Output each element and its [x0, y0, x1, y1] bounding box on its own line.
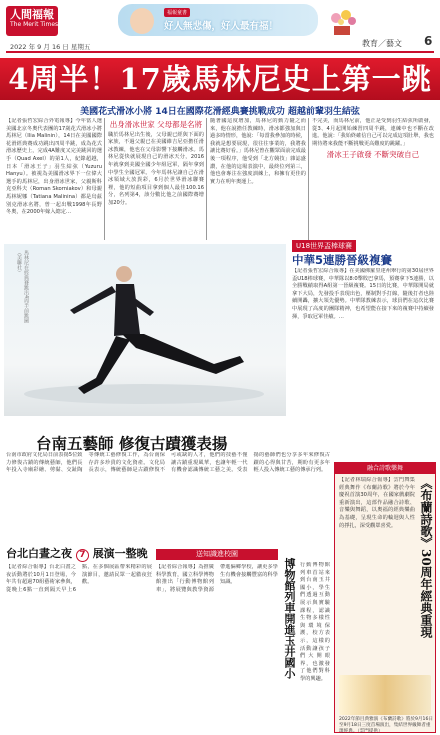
story2-body-text: 台南市政府文化局日前表揚5位致力修復古蹟的傳統藝師，他們長年投入寺廟彩繪、剪黏、交趾陶等傳統工藝修復工作，為台南保存許多珍貴的文化資產。文化局長表示，傳統藝師是古蹟修復不可或缺的人才，他們的技藝不僅讓古蹟重現風華，也讓年輕一代有機會認識傳統工藝之美。受表揚的藝師們也分享多年來修復古蹟的心得與甘苦，期盼有更多年輕人投入傳統工藝的傳承行列。	[6, 452, 330, 474]
lead-column-2-text: 職於馬林尼出生後，父母親已經與下面的家族，不過父親已在美國維吉尼亞擔任滑冰教練，他也在父母影響下接觸滑冰。馬林尼從快就展現自己的滑冰天分，2016年就拿到美國全國少年組冠軍，隔年拿到中學生全國冠軍。今年馬林尼讓自己在滑冰領域大放異彩，6月於世界滑冰聯賽裡，他的短曲項目拿到個人最佳100.16分，名列第4，該分數比他之前國際賽增加20分。	[108, 131, 204, 206]
skater-photo[interactable]	[4, 244, 286, 416]
lead-subhead: 美國花式滑冰小將 14日在國際花滑經典賽挑戰成功 超越前輩羽生結弦	[80, 107, 360, 117]
section-label: 教育／藝文	[362, 39, 402, 48]
banner-tag: 福報童書	[164, 8, 190, 17]
museum-body	[300, 562, 330, 732]
museum-headline: 博物館列車開進玉井國小	[283, 558, 296, 679]
taipei-headline	[6, 545, 148, 562]
taipei-headline-post: 展演一整晚	[92, 547, 148, 560]
lead-column-1	[6, 118, 102, 240]
u18-tag: U18世界盃棒球賽	[292, 240, 356, 252]
school-body-text: 【記者綜合報導】為推廣科學教育，國立科學博物館推出「行動博物館列車」，將展覽與教學資源帶進偏鄉學校，讓更多學生有機會接觸豐富的科學知識。	[156, 564, 278, 593]
culture-tag: 融合詩歌樂舞	[335, 463, 435, 474]
column-divider	[206, 118, 207, 240]
masthead-rule	[6, 51, 434, 53]
culture-title: 《布蘭詩歌》30周年經典重現	[419, 477, 433, 638]
taipei-body-text: 【記者綜合報導】台北白晝之夜活動將於10月1日登場，今年共有超過70組藝術家參與，從晚上6點一直到隔天早上6點，在多個展區帶來精彩的展演節目，邀請民眾一起徹夜狂歡。	[6, 564, 152, 593]
logo-english: The Merit Times	[10, 21, 59, 28]
culture-photo[interactable]	[339, 675, 431, 715]
u18-body-text: 【記者張哲宏綜合報導】在美國佛羅里達州舉行的第30屆世界盃U18棒球賽，中華隊以8:0擊敗巴拿馬，預賽拿下5連勝，以全勝戰績取得A組第一晉級複賽。15日的比賽，中華隊開局就拿下大局，先發投手表現出色，壓制對手打線，隨後打者也陸續開轟，擴大領先優勢。中華隊教練表示，球員們在這次比賽中展現了高度的團隊精神，也希望能在接下來的複賽中持續發揮，爭取冠軍佳績。…	[292, 268, 434, 320]
culture-body-text: 【記者林瑞綜合報導】雲門舞集經典舞作《布蘭詩歌》將於今年慶祝首演30周年，在國家戲劇院重新演出，這部作品融合詩歌、音樂與舞蹈，以奧福的經典樂曲為基礎，呈現生命的輪迴與人性的掙扎，深受觀眾喜愛。	[339, 477, 415, 529]
masthead	[0, 0, 440, 52]
culture-body	[339, 477, 415, 671]
lead-headline: 4周半！17歲馬林尼史上第一跳	[0, 58, 440, 100]
banner-slogan: 好人無悲傷，好人最有福！	[164, 21, 279, 32]
story2-headline: 台南五藝師 修復古蹟獲表揚	[36, 434, 228, 453]
story2-body	[6, 452, 330, 540]
school-banner: 送知識進校園	[156, 549, 278, 560]
logo-chinese: 人間福報	[10, 8, 54, 21]
taipei-headline-pre: 台北白晝之夜	[6, 547, 72, 560]
school-body	[156, 564, 278, 732]
culture-box	[334, 462, 436, 733]
lead-column-4	[312, 118, 434, 236]
lead-column-1-text: 【記者張哲宏綜合外電報導】今年當人選美國北京冬奧代表團的17歲花式滑冰小將馬林尼（Ilia Malinin），14日在美國國際花滑經典賽成功跳出四周半跳，成為花式滑冰歷史上，完成4A難度又完美跳回的選手（Quad Axel）的第1人，紀錄超越，日本「滑冰王子」羽生結弦（Yuzuru Hanyu）。被視為美國滑冰界下一位偉大選手的馬林尼，出身滑冰世家，父親斯科克亞科夫（Roman Skorniakov）和母親馬林妮娜（Tatiana Malinina）都是烏茲別克滑冰名將，曾一起出戰1998年長野冬奧，在2000年嫁入總定…	[6, 118, 102, 216]
newspaper-logo[interactable]	[6, 6, 58, 36]
flower-pot-icon	[322, 6, 362, 36]
culture-caption: 2022年節目典雅演《布蘭詩歌》將於9月16日至9月18日三度首場演出，集結世界級舞者重現經典。（雲門提供）	[339, 717, 433, 734]
page-number: 6	[424, 34, 433, 48]
skater-figure-icon	[4, 244, 286, 416]
lead-subheading-2: 滑冰王子啟發 不斷突破自己	[326, 150, 420, 160]
masthead-banner	[118, 4, 318, 36]
museum-body-text: 行動博物館列車首站來到台南玉井國小，學生們透過互動展示與實驗課程，認識生物多樣性與環境保護，校方表示，這樣的活動讓孩子們大開眼界，也激發了他們對科學的興趣。	[300, 562, 330, 682]
photo-credit: 馬林尼在經典賽跳出4周半前跳圖（美聯社）	[16, 250, 29, 324]
u18-body	[292, 268, 434, 452]
lead-column-2	[108, 118, 204, 240]
column-divider	[308, 118, 309, 240]
lead-column-3-text: 隨著國這度增加，馬林尼的動力隨之而來，他在說擔任教練時，滑冰都強加與日過多時情形，他說：「每當我參加的時候，我就是想要展現，很往往事業的，我將我讓比賽好看。」馬林尼曾在觀眾面前完成最後一項程序，他受到「北方競技」雜誌盛讚，在他的這場表演中，最終位列第三，他也會專注在強度訓練上，和擁有更佳的實力在明年奧運上。	[210, 118, 306, 185]
child-illustration	[130, 8, 154, 34]
taipei-body	[6, 564, 152, 732]
taipei-headline-number: 7	[76, 549, 89, 562]
lead-subheading-1: 出身滑冰世家 父母都是名將	[109, 120, 203, 129]
column-divider	[104, 118, 105, 240]
lead-column-3	[210, 118, 306, 240]
issue-date: 2022 年 9 月 16 日 星期五	[10, 43, 91, 51]
u18-headline: 中華5連勝晉級複賽	[292, 253, 393, 267]
lead-column-4-text: 不完美，而馬林尼前，他正是受到羽生結弦所啟發，從3、4月起開始練習四周半跳，連練中也不斷在改進。他說：「我始終確信自己可以完成這項壯舉，我也期待將來我能不斷挑戰更高難度的跳躍。」	[312, 118, 434, 147]
